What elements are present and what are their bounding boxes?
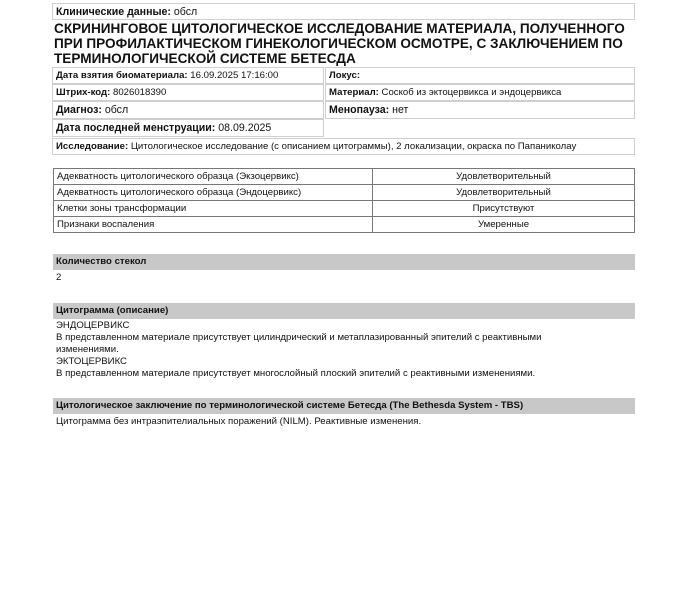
conclusion-text: Цитограмма без интраэпителиальных поражений (NILM). Реактивные изменения. xyxy=(56,416,422,427)
slides-header: Количество стекол xyxy=(53,254,635,270)
cytogram-line: В представленном материале присутствует многослойный плоский эпителий с реактивными изменениями. xyxy=(56,368,536,379)
cytogram-line: ЭНДОЦЕРВИКС xyxy=(56,320,130,331)
menopause: Менопауза: нет xyxy=(325,101,635,119)
last-menses: Дата последней менструации: 08.09.2025 xyxy=(52,119,324,137)
table-row: Признаки воспаления Умеренные xyxy=(54,217,635,233)
barcode: Штрих-код: 8026018390 xyxy=(52,84,324,101)
conclusion-header: Цитологическое заключение по терминологической системе Бетесда (The Bethesda System - TBS) xyxy=(53,398,635,414)
table-row: Адекватность цитологического образца (Экзоцервикс) Удовлетворительный xyxy=(54,169,635,185)
diagnosis: Диагноз: обсл xyxy=(52,101,324,119)
material: Материал: Соскоб из эктоцервикса и эндоцервикса xyxy=(325,84,635,101)
date-taken: Дата взятия биоматериала: 16.09.2025 17:16:00 xyxy=(52,67,324,84)
cytogram-line: ЭКТОЦЕРВИКС xyxy=(56,356,127,367)
table-row: Клетки зоны трансформации Присутствуют xyxy=(54,201,635,217)
cytogram-line: В представленном материале присутствует цилиндрический и метаплазированный эпителий с реактивными изменениями. xyxy=(56,332,542,355)
clinical-data: Клинические данные: обсл xyxy=(52,3,635,20)
locus: Локус: xyxy=(325,67,635,84)
cytogram-header: Цитограмма (описание) xyxy=(53,303,635,319)
study: Исследование: Цитологическое исследование (с описанием цитограммы), 2 локализации, окраска по Папаниколау xyxy=(52,138,635,155)
results-table xyxy=(53,168,635,233)
page-title: СКРИНИНГОВОЕ ЦИТОЛОГИЧЕСКОЕ ИССЛЕДОВАНИЕ МАТЕРИАЛА, ПОЛУЧЕННОГО ПРИ ПРОФИЛАКТИЧЕСКОМ ГИНЕКОЛОГИЧЕСКОМ ОСМОТРЕ, С ЗАКЛЮЧЕНИЕМ ПО ТЕРМИНОЛОГИЧЕСКОЙ СИСТЕМЕ БЕТЕСДА xyxy=(54,21,625,66)
table-row: Адекватность цитологического образца (Эндоцервикс) Удовлетворительный xyxy=(54,185,635,201)
slides-value: 2 xyxy=(56,272,62,283)
